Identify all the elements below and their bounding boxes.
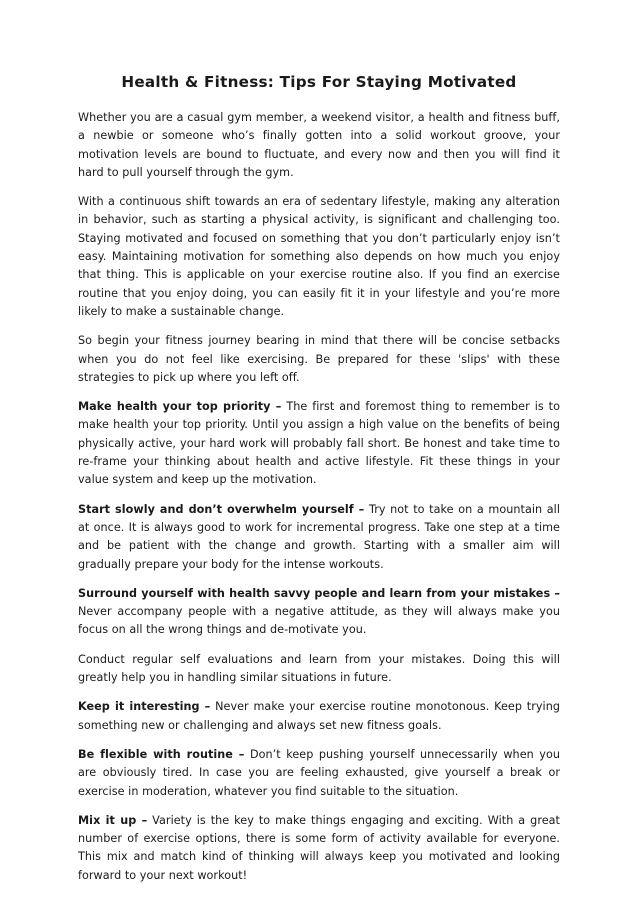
document-page	[78, 72, 560, 896]
paragraph-top-priority	[78, 398, 560, 489]
document-title: Health & Fitness: Tips For Staying Motivated	[121, 73, 517, 91]
paragraph-text: Never make your exercise routine monotonous. Keep trying something new or challenging and always set new fitness goals.	[78, 700, 560, 732]
paragraph-lead: Be flexible with routine –	[78, 747, 245, 761]
paragraph-intro	[78, 109, 560, 182]
paragraph-lead: Surround yourself with health savvy people and learn from your mistakes –	[78, 586, 560, 600]
paragraph-sedentary	[78, 193, 560, 321]
paragraph-be-flexible	[78, 746, 560, 801]
paragraph-text: Don’t keep pushing yourself unnecessarily when you are obviously tired. In case you are feeling exhausted, give yourself a break or exercise in moderation, whatever you find suitable to the situation.	[78, 747, 560, 798]
paragraph-lead: Keep it interesting –	[78, 700, 211, 714]
paragraph-lead: Start slowly and don’t overwhelm yourself –	[78, 502, 365, 516]
paragraph-text: With a continuous shift towards an era of sedentary lifestyle, making any alteration in behavior, such as starting a physical activity, is significant and challenging too. Staying motivated and focused on something that you don’t particularly enjoy isn’t easy. Maintaining motivation for something also depends on how much you enjoy that thing. This is applicable on your exercise routine also. If you find an exercise routine that you enjoy doing, you can easily fit it in your lifestyle and you’re more likely to make a sustainable change.	[78, 195, 560, 318]
paragraph-text: Never accompany people with a negative attitude, as they will always make you focus on all the wrong things and de-motivate you.	[78, 605, 560, 637]
paragraph-mix-it-up	[78, 812, 560, 885]
paragraph-text: Try not to take on a mountain all at once. It is always good to work for incremental progress. Take one step at a time and be patient with the change and growth. Starting with a smaller aim will gradually prepare your body for the intense workouts.	[78, 502, 560, 571]
paragraph-start-slowly	[78, 501, 560, 574]
paragraph-lead: Mix it up –	[78, 813, 148, 827]
paragraph-surround-yourself	[78, 585, 560, 640]
paragraph-text: The first and foremost thing to remember is to make health your top priority. Until you assign a high value on the benefits of being physically active, your hard work will probably fall short. Be honest and take time to re-frame your thinking about health and active lifestyle. Fit these things in your value system and keep up the motivation.	[78, 400, 560, 487]
paragraph-keep-interesting	[78, 698, 560, 735]
paragraph-text: So begin your fitness journey bearing in mind that there will be concise setbacks when you do not feel like exercising. Be prepared for these 'slips' with these strategies to pick up where you left off.	[78, 334, 560, 384]
paragraph-text: Variety is the key to make things engaging and exciting. With a great number of exercise options, there is some form of activity available for everyone. This mix and match kind of thinking will always keep you motivated and looking forward to your next workout!	[78, 813, 560, 882]
paragraph-lead: Make health your top priority –	[78, 400, 282, 414]
paragraph-self-evaluation	[78, 651, 560, 688]
paragraph-text: Whether you are a casual gym member, a weekend visitor, a health and fitness buff, a newbie or someone who’s finally gotten into a solid workout groove, your motivation levels are bound to fluctuate, and every now and then you will find it hard to pull yourself through the gym.	[78, 111, 560, 179]
paragraph-text: Conduct regular self evaluations and learn from your mistakes. Doing this will greatly help you in handling similar situations in future.	[78, 652, 560, 685]
paragraph-begin-journey	[78, 332, 560, 387]
